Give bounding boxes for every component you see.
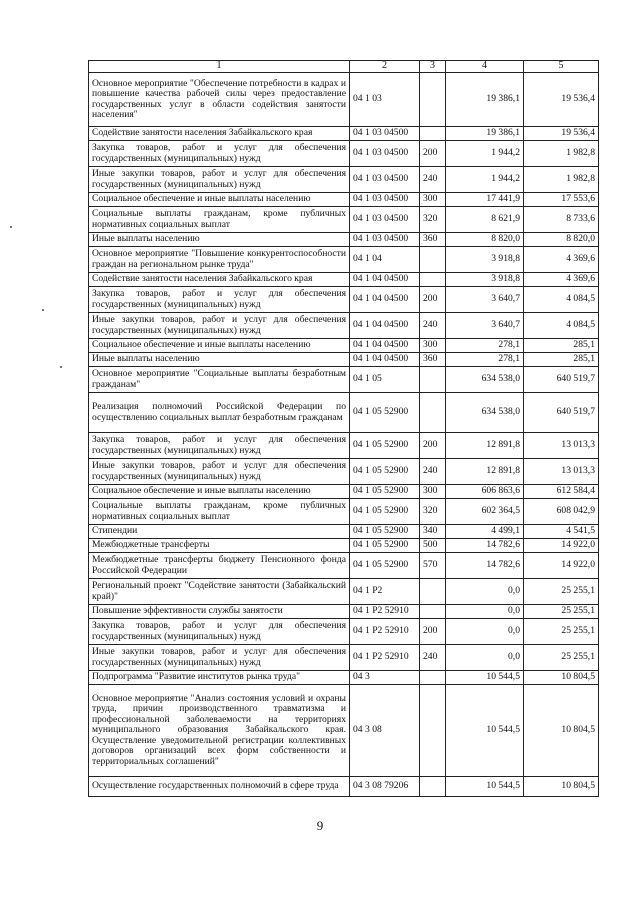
table-row [89, 499, 599, 525]
row-value-col5-cell: 13 013,3 [524, 459, 599, 485]
row-name-cell: Социальные выплаты гражданам, кроме публичных нормативных социальных выплат [89, 499, 350, 525]
row-type-cell [420, 393, 446, 433]
row-value-col4-cell: 12 891,8 [446, 433, 524, 459]
row-code-cell: 04 1 P2 [350, 579, 420, 605]
row-value-col5-cell: 25 255,1 [524, 579, 599, 605]
row-code-cell: 04 1 05 52900 [350, 525, 420, 539]
row-value-col5-cell: 640 519,7 [524, 393, 599, 433]
row-name-cell: Осуществление государственных полномочий в сфере труда [89, 777, 350, 797]
row-type-cell: 300 [420, 485, 446, 499]
row-value-col5-cell: 4 369,6 [524, 273, 599, 287]
table-row [89, 73, 599, 127]
row-type-cell: 240 [420, 313, 446, 339]
row-name-cell: Основное мероприятие "Обеспечение потребности в кадрах и повышение качества рабочей силы через предоставление государственных услуг в области содействия занятости населения" [89, 73, 350, 127]
row-type-cell: 240 [420, 167, 446, 193]
row-value-col5-cell: 25 255,1 [524, 605, 599, 619]
row-name-cell: Основное мероприятие "Социальные выплаты безработным гражданам" [89, 367, 350, 393]
row-type-cell [420, 579, 446, 605]
row-name-cell: Иные выплаты населению [89, 233, 350, 247]
row-value-col4-cell: 14 782,6 [446, 539, 524, 553]
row-value-col4-cell: 17 441,9 [446, 193, 524, 207]
row-type-cell [420, 273, 446, 287]
header-col-5: 5 [524, 61, 599, 73]
scan-speck [10, 226, 12, 228]
row-value-col4-cell: 278,1 [446, 339, 524, 353]
row-value-col4-cell: 10 544,5 [446, 671, 524, 685]
row-code-cell: 04 1 03 04500 [350, 233, 420, 247]
page-number: 9 [316, 818, 324, 833]
row-value-col5-cell: 4 084,5 [524, 313, 599, 339]
table-row [89, 353, 599, 367]
row-value-col4-cell: 1 944,2 [446, 167, 524, 193]
table-row [89, 193, 599, 207]
row-type-cell: 360 [420, 353, 446, 367]
row-value-col5-cell: 4 084,5 [524, 287, 599, 313]
row-value-col5-cell: 285,1 [524, 353, 599, 367]
row-name-cell: Закупка товаров, работ и услуг для обеспечения государственных (муниципальных) нужд [89, 433, 350, 459]
row-name-cell: Содействие занятости населения Забайкальского края [89, 127, 350, 141]
row-value-col4-cell: 3 640,7 [446, 313, 524, 339]
row-value-col4-cell: 14 782,6 [446, 553, 524, 579]
row-code-cell: 04 3 08 79206 [350, 777, 420, 797]
table-row [89, 141, 599, 167]
row-value-col4-cell: 278,1 [446, 353, 524, 367]
row-code-cell: 04 1 04 04500 [350, 353, 420, 367]
row-code-cell: 04 1 04 04500 [350, 273, 420, 287]
row-name-cell: Иные закупки товаров, работ и услуг для обеспечения государственных (муниципальных) нужд [89, 313, 350, 339]
table-row [89, 433, 599, 459]
row-value-col5-cell: 19 536,4 [524, 127, 599, 141]
row-value-col4-cell: 602 364,5 [446, 499, 524, 525]
row-value-col4-cell: 634 538,0 [446, 393, 524, 433]
row-code-cell: 04 1 05 52900 [350, 459, 420, 485]
table-row [89, 605, 599, 619]
row-type-cell: 200 [420, 141, 446, 167]
row-name-cell: Социальное обеспечение и иные выплаты населению [89, 339, 350, 353]
row-value-col5-cell: 285,1 [524, 339, 599, 353]
table-row [89, 339, 599, 353]
row-code-cell: 04 3 08 [350, 685, 420, 777]
row-value-col5-cell: 25 255,1 [524, 645, 599, 671]
row-value-col5-cell: 640 519,7 [524, 367, 599, 393]
row-value-col4-cell: 0,0 [446, 645, 524, 671]
row-value-col5-cell: 8 733,6 [524, 207, 599, 233]
row-code-cell: 04 1 05 52900 [350, 393, 420, 433]
row-name-cell: Закупка товаров, работ и услуг для обеспечения государственных (муниципальных) нужд [89, 141, 350, 167]
row-name-cell: Иные закупки товаров, работ и услуг для обеспечения государственных (муниципальных) нужд [89, 459, 350, 485]
row-type-cell: 320 [420, 499, 446, 525]
table-row [89, 273, 599, 287]
row-type-cell: 500 [420, 539, 446, 553]
row-value-col5-cell: 14 922,0 [524, 553, 599, 579]
row-name-cell: Закупка товаров, работ и услуг для обеспечения государственных (муниципальных) нужд [89, 619, 350, 645]
header-col-3: 3 [420, 61, 446, 73]
row-value-col4-cell: 0,0 [446, 619, 524, 645]
row-name-cell: Подпрограмма "Развитие институтов рынка труда" [89, 671, 350, 685]
row-type-cell: 570 [420, 553, 446, 579]
row-value-col5-cell: 13 013,3 [524, 433, 599, 459]
header-col-4: 4 [446, 61, 524, 73]
table-row [89, 539, 599, 553]
table-row [89, 525, 599, 539]
row-value-col4-cell: 0,0 [446, 605, 524, 619]
row-code-cell: 04 1 03 04500 [350, 193, 420, 207]
table-row [89, 645, 599, 671]
row-type-cell: 200 [420, 619, 446, 645]
row-name-cell: Основное мероприятие "Анализ состояния условий и охраны труда, причин производственного травматизма и профессиональной заболеваемости на территориях муниципального образования Забайкальского края. Осуществление уведомительной регистрации коллективных договоров организаций всех форм собственности и территориальных соглашений" [89, 685, 350, 777]
row-name-cell: Реализация полномочий Российской Федерации по осуществлению социальных выплат безработным гражданам [89, 393, 350, 433]
row-value-col4-cell: 3 640,7 [446, 287, 524, 313]
row-type-cell: 320 [420, 207, 446, 233]
budget-table [88, 60, 599, 797]
row-value-col4-cell: 19 386,1 [446, 127, 524, 141]
row-code-cell: 04 1 05 52900 [350, 499, 420, 525]
table-row [89, 685, 599, 777]
row-value-col5-cell: 19 536,4 [524, 73, 599, 127]
row-code-cell: 04 1 03 04500 [350, 141, 420, 167]
row-name-cell: Иные закупки товаров, работ и услуг для обеспечения государственных (муниципальных) нужд [89, 167, 350, 193]
row-code-cell: 04 1 05 52900 [350, 539, 420, 553]
row-name-cell: Иные закупки товаров, работ и услуг для обеспечения государственных (муниципальных) нужд [89, 645, 350, 671]
row-value-col5-cell: 10 804,5 [524, 671, 599, 685]
table-row [89, 167, 599, 193]
row-value-col5-cell: 8 820,0 [524, 233, 599, 247]
table-row [89, 247, 599, 273]
row-code-cell: 04 1 04 04500 [350, 287, 420, 313]
row-value-col5-cell: 4 369,6 [524, 247, 599, 273]
row-code-cell: 04 1 P2 52910 [350, 605, 420, 619]
row-code-cell: 04 1 03 04500 [350, 207, 420, 233]
scan-speck [60, 366, 62, 368]
row-type-cell: 240 [420, 645, 446, 671]
row-name-cell: Повышение эффективности службы занятости [89, 605, 350, 619]
row-value-col5-cell: 17 553,6 [524, 193, 599, 207]
row-type-cell [420, 671, 446, 685]
table-row [89, 127, 599, 141]
row-value-col4-cell: 4 499,1 [446, 525, 524, 539]
row-value-col5-cell: 10 804,5 [524, 685, 599, 777]
row-value-col4-cell: 8 820,0 [446, 233, 524, 247]
row-value-col4-cell: 3 918,8 [446, 247, 524, 273]
row-name-cell: Межбюджетные трансферты [89, 539, 350, 553]
table-row [89, 579, 599, 605]
row-value-col5-cell: 1 982,8 [524, 167, 599, 193]
header-col-2: 2 [350, 61, 420, 73]
row-name-cell: Иные выплаты населению [89, 353, 350, 367]
row-name-cell: Содействие занятости населения Забайкальского края [89, 273, 350, 287]
table-row [89, 553, 599, 579]
row-value-col5-cell: 25 255,1 [524, 619, 599, 645]
table-row [89, 233, 599, 247]
row-code-cell: 04 1 05 52900 [350, 485, 420, 499]
row-value-col4-cell: 634 538,0 [446, 367, 524, 393]
row-value-col5-cell: 10 804,5 [524, 777, 599, 797]
row-type-cell [420, 247, 446, 273]
row-value-col4-cell: 19 386,1 [446, 73, 524, 127]
row-name-cell: Социальное обеспечение и иные выплаты населению [89, 485, 350, 499]
row-code-cell: 04 1 04 [350, 247, 420, 273]
table-row [89, 287, 599, 313]
table-header-row [89, 61, 599, 73]
row-code-cell: 04 1 03 04500 [350, 127, 420, 141]
row-type-cell: 300 [420, 339, 446, 353]
table-row [89, 459, 599, 485]
row-code-cell: 04 1 04 04500 [350, 313, 420, 339]
row-name-cell: Основное мероприятие "Повышение конкурентоспособности граждан на региональном рынке труда" [89, 247, 350, 273]
table-row [89, 367, 599, 393]
scan-speck [42, 309, 44, 311]
row-value-col5-cell: 1 982,8 [524, 141, 599, 167]
header-col-1: 1 [89, 61, 350, 73]
row-code-cell: 04 1 05 52900 [350, 553, 420, 579]
row-code-cell: 04 1 05 52900 [350, 433, 420, 459]
row-code-cell: 04 1 P2 52910 [350, 645, 420, 671]
row-name-cell: Социальные выплаты гражданам, кроме публичных нормативных социальных выплат [89, 207, 350, 233]
table-row [89, 207, 599, 233]
table-row [89, 777, 599, 797]
row-code-cell: 04 1 03 [350, 73, 420, 127]
row-type-cell: 240 [420, 459, 446, 485]
row-name-cell: Межбюджетные трансферты бюджету Пенсионного фонда Российской Федерации [89, 553, 350, 579]
row-type-cell [420, 777, 446, 797]
row-code-cell: 04 1 05 [350, 367, 420, 393]
row-code-cell: 04 3 [350, 671, 420, 685]
table-row [89, 619, 599, 645]
row-type-cell: 360 [420, 233, 446, 247]
row-value-col4-cell: 12 891,8 [446, 459, 524, 485]
table-row [89, 393, 599, 433]
row-value-col4-cell: 0,0 [446, 579, 524, 605]
row-value-col5-cell: 4 541,5 [524, 525, 599, 539]
row-type-cell [420, 605, 446, 619]
row-value-col4-cell: 3 918,8 [446, 273, 524, 287]
row-value-col4-cell: 10 544,5 [446, 685, 524, 777]
row-name-cell: Социальное обеспечение и иные выплаты населению [89, 193, 350, 207]
row-type-cell [420, 367, 446, 393]
row-type-cell: 200 [420, 433, 446, 459]
row-type-cell [420, 685, 446, 777]
row-value-col5-cell: 612 584,4 [524, 485, 599, 499]
row-value-col4-cell: 10 544,5 [446, 777, 524, 797]
table-row [89, 313, 599, 339]
row-code-cell: 04 1 03 04500 [350, 167, 420, 193]
row-value-col5-cell: 608 042,9 [524, 499, 599, 525]
row-name-cell: Стипендии [89, 525, 350, 539]
row-code-cell: 04 1 04 04500 [350, 339, 420, 353]
row-value-col4-cell: 606 863,6 [446, 485, 524, 499]
row-type-cell: 340 [420, 525, 446, 539]
row-value-col4-cell: 1 944,2 [446, 141, 524, 167]
row-value-col4-cell: 8 621,9 [446, 207, 524, 233]
row-type-cell: 200 [420, 287, 446, 313]
row-value-col5-cell: 14 922,0 [524, 539, 599, 553]
row-type-cell [420, 73, 446, 127]
row-type-cell [420, 127, 446, 141]
table-row [89, 671, 599, 685]
row-name-cell: Закупка товаров, работ и услуг для обеспечения государственных (муниципальных) нужд [89, 287, 350, 313]
row-type-cell: 300 [420, 193, 446, 207]
row-code-cell: 04 1 P2 52910 [350, 619, 420, 645]
row-name-cell: Региональный проект "Содействие занятости (Забайкальский край)" [89, 579, 350, 605]
table-row [89, 485, 599, 499]
